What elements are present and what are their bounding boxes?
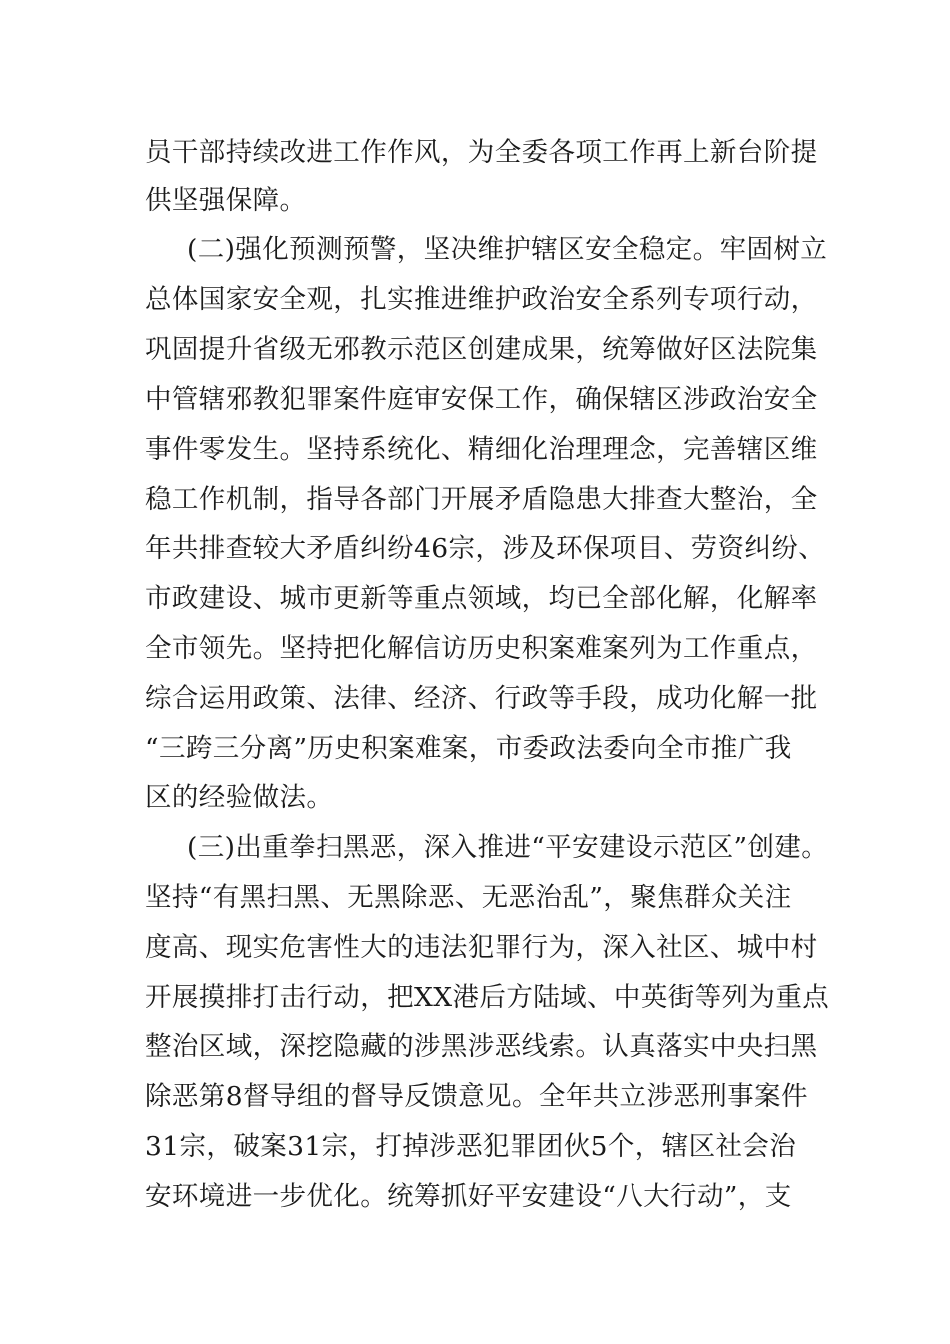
paragraph-heading-line: (三)出重拳扫黑恶，深入推进“平安建设示范区”创建。 — [187, 832, 829, 863]
text-line: 坚持“有黑扫黑、无黑除恶、无恶治乱”，聚焦群众关注 — [145, 882, 792, 913]
text-line: 中管辖邪教犯罪案件庭审安保工作，确保辖区涉政治安全 — [145, 384, 818, 415]
text-line: 事件零发生。坚持系统化、精细化治理理念，完善辖区维 — [145, 434, 818, 465]
text-line: 31宗，破案31宗，打掉涉恶犯罪团伙5个，辖区社会治 — [145, 1131, 797, 1162]
text-line: 度高、现实危害性大的违法犯罪行为，深入社区、城中村 — [145, 932, 818, 963]
text-line: 区的经验做法。 — [145, 782, 334, 813]
text-line: 稳工作机制，指导各部门开展矛盾隐患大排查大整治，全 — [145, 484, 818, 515]
text-line: 市政建设、城市更新等重点领域，均已全部化解，化解率 — [145, 583, 818, 614]
text-line: 总体国家安全观，扎实推进维护政治安全系列专项行动， — [145, 284, 818, 315]
text-line: 除恶第8督导组的督导反馈意见。全年共立涉恶刑事案件 — [145, 1081, 808, 1112]
text-line: “三跨三分离”历史积案难案，市委政法委向全市推广我 — [145, 733, 792, 764]
paragraph-heading-line: (二)强化预测预警，坚决维护辖区安全稳定。牢固树立 — [187, 234, 828, 265]
text-line: 巩固提升省级无邪教示范区创建成果，统筹做好区法院集 — [145, 334, 818, 365]
text-line: 开展摸排打击行动，把XX港后方陆域、中英街等列为重点 — [145, 982, 830, 1013]
text-line: 员干部持续改进工作作风，为全委各项工作再上新台阶提 — [145, 137, 818, 168]
text-line: 综合运用政策、法律、经济、行政等手段，成功化解一批 — [145, 683, 818, 714]
text-line: 年共排查较大矛盾纠纷46宗，涉及环保项目、劳资纠纷、 — [145, 533, 826, 564]
text-line: 全市领先。坚持把化解信访历史积案难案列为工作重点， — [145, 633, 818, 664]
text-line: 供坚强保障。 — [145, 185, 307, 216]
text-line: 安环境进一步优化。统筹抓好平安建设“八大行动”，支 — [145, 1181, 792, 1212]
text-line: 整治区域，深挖隐藏的涉黑涉恶线索。认真落实中央扫黑 — [145, 1031, 818, 1062]
